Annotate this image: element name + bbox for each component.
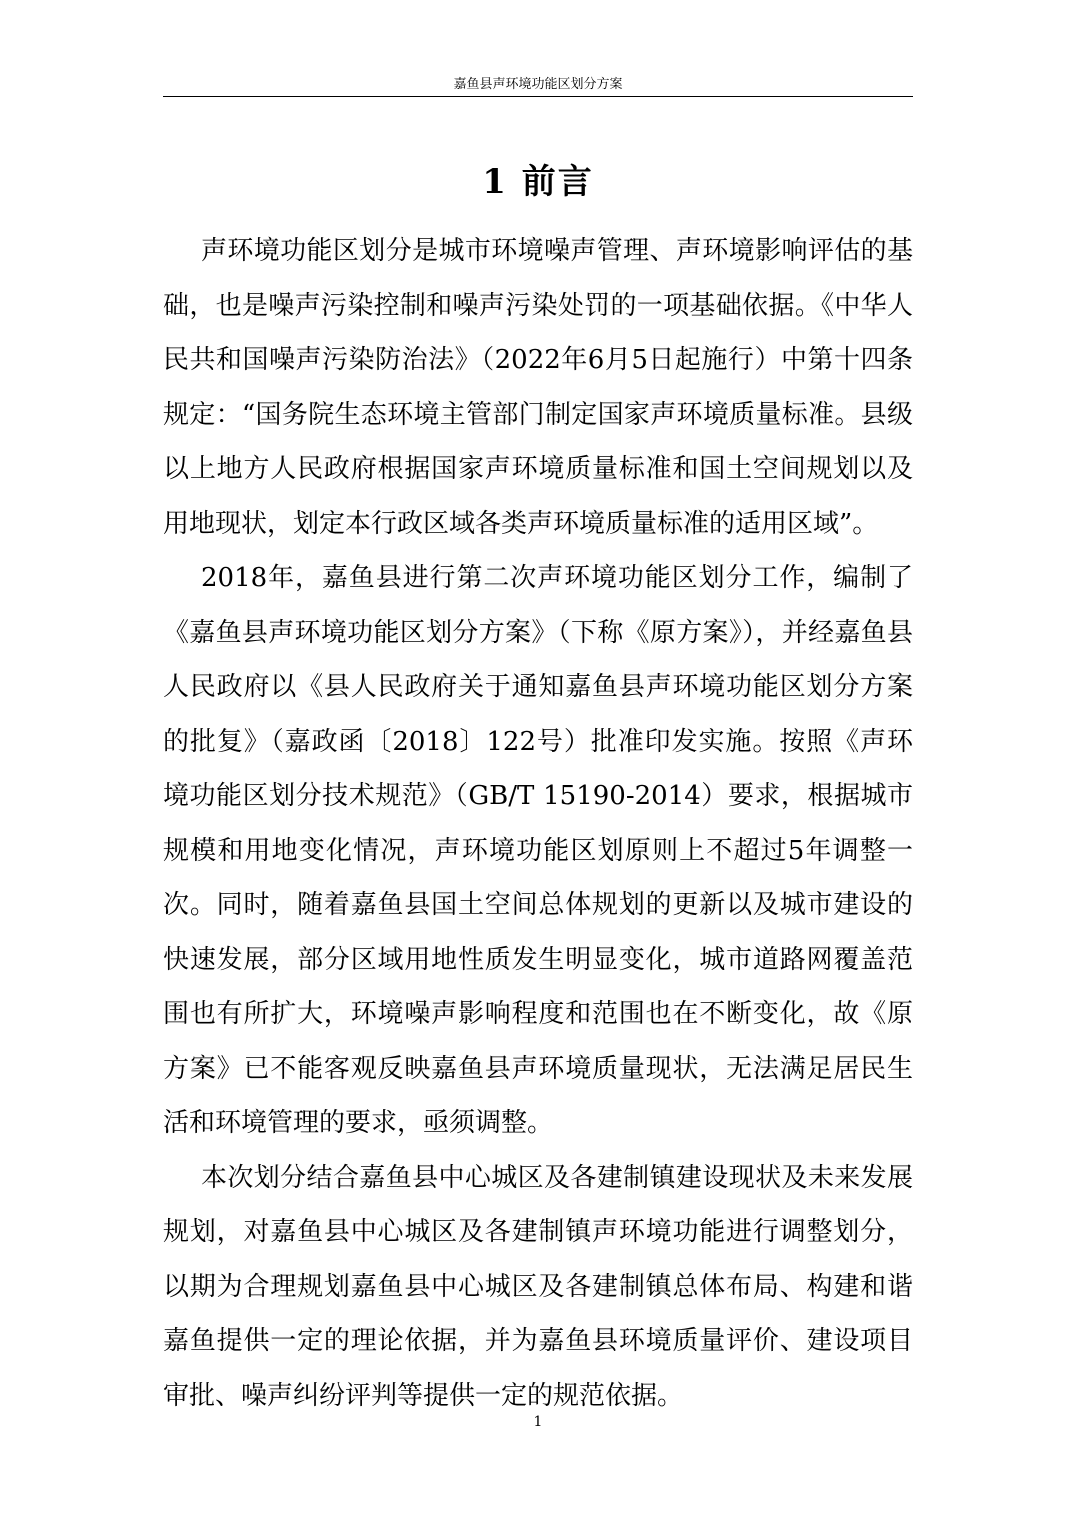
- page-number: 1: [533, 1414, 543, 1430]
- chapter-title: 1 前言: [482, 161, 594, 202]
- paragraph-intro: 声环境功能区划分是城市环境噪声管理、声环境影响评估的基础，也是噪声污染控制和噪声污染处罚的一项基础依据。《中华人民共和国噪声污染防治法》（2022年6月5日起施行）中第十四条规定：“国务院生态环境主管部门制定国家声环境质量标准。县级以上地方人民政府根据国家声环境质量标准和国土空间规划以及用地现状，划定本行政区域各类声环境质量标准的适用区域”。: [163, 236, 913, 539]
- paragraph-purpose: 本次划分结合嘉鱼县中心城区及各建制镇建设现状及未来发展规划，对嘉鱼县中心城区及各建制镇声环境功能进行调整划分，以期为合理规划嘉鱼县中心城区及各建制镇总体布局、构建和谐嘉鱼提供一定的理论依据，并为嘉鱼县环境质量评价、建设项目审批、噪声纠纷评判等提供一定的规范依据。: [163, 1162, 913, 1411]
- document-body: [163, 224, 913, 1423]
- paragraph-background: 2018年，嘉鱼县进行第二次声环境功能区划分工作，编制了《嘉鱼县声环境功能区划分方案》（下称《原方案》），并经嘉鱼县人民政府以《县人民政府关于通知嘉鱼县声环境功能区划分方案的批复》（嘉政函〔2018〕122号）批准印发实施。按照《声环境功能区划分技术规范》（GB/T 15190-2014）要求，根据城市规模和用地变化情况，声环境功能区划原则上不超过5年调整一次。同时，随着嘉鱼县国土空间总体规划的更新以及城市建设的快速发展，部分区域用地性质发生明显变化，城市道路网覆盖范围也有所扩大，环境噪声影响程度和范围也在不断变化，故《原方案》已不能客观反映嘉鱼县声环境质量现状，无法满足居民生活和环境管理的要求，亟须调整。: [163, 563, 913, 1138]
- running-header-title: 嘉鱼县声环境功能区划分方案: [453, 77, 623, 92]
- header-divider: [163, 96, 913, 97]
